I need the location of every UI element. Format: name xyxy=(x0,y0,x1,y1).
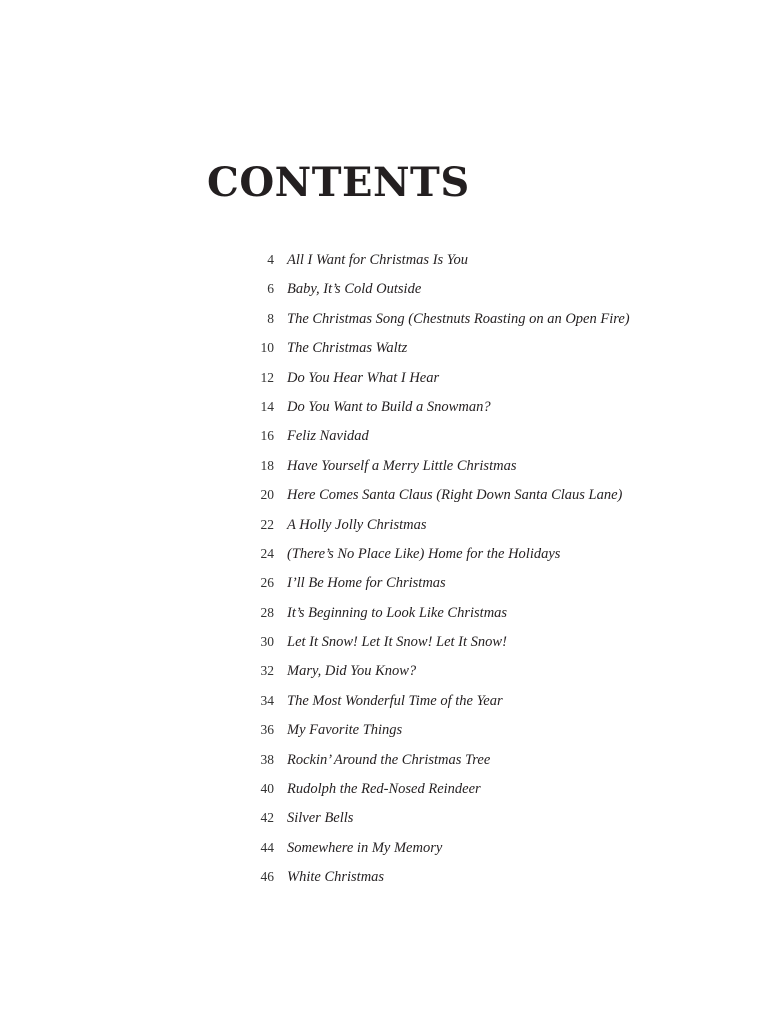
table-of-contents xyxy=(230,245,730,892)
toc-song-title: Mary, Did You Know? xyxy=(287,663,417,680)
toc-song-title: It’s Beginning to Look Like Christmas xyxy=(287,604,508,621)
toc-page-number: 32 xyxy=(260,663,274,679)
toc-page-number: 4 xyxy=(267,252,274,267)
toc-entry[interactable] xyxy=(230,480,730,509)
toc-song-title: A Holly Jolly Christmas xyxy=(287,516,427,533)
toc-page-number: 42 xyxy=(260,810,274,826)
toc-page-number: 16 xyxy=(260,428,274,444)
toc-page-number: 12 xyxy=(260,369,274,385)
toc-song-title: The Most Wonderful Time of the Year xyxy=(287,692,503,709)
page-title: CONTENTS xyxy=(207,159,470,206)
toc-page-number: 28 xyxy=(260,604,274,620)
toc-page-number: 20 xyxy=(260,487,274,503)
toc-page-number: 6 xyxy=(267,281,274,297)
toc-page-number: 44 xyxy=(260,839,274,855)
toc-entry[interactable] xyxy=(230,598,730,627)
toc-song-title: White Christmas xyxy=(287,869,385,886)
toc-song-title: Rockin’ Around the Christmas Tree xyxy=(287,751,491,768)
toc-page-number: 22 xyxy=(260,516,274,532)
toc-entry[interactable] xyxy=(230,392,730,421)
toc-song-title: Do You Hear What I Hear xyxy=(287,369,440,386)
toc-song-title: (There’s No Place Like) Home for the Holidays xyxy=(287,545,561,562)
toc-song-title: Have Yourself a Merry Little Christmas xyxy=(287,457,517,474)
toc-entry[interactable] xyxy=(230,274,730,303)
toc-entry[interactable] xyxy=(230,568,730,597)
toc-page-number: 36 xyxy=(260,722,274,738)
toc-entry[interactable] xyxy=(230,803,730,832)
toc-song-title: Somewhere in My Memory xyxy=(287,839,443,856)
toc-song-title: Silver Bells xyxy=(287,810,354,827)
toc-entry[interactable] xyxy=(230,833,730,862)
toc-entry[interactable] xyxy=(230,715,730,744)
toc-entry[interactable] xyxy=(230,686,730,715)
toc-song-title: I’ll Be Home for Christmas xyxy=(287,575,446,592)
toc-entry[interactable] xyxy=(230,304,730,333)
toc-entry[interactable] xyxy=(230,421,730,450)
toc-page-number: 26 xyxy=(260,575,274,591)
toc-entry[interactable] xyxy=(230,745,730,774)
toc-page-number: 46 xyxy=(260,869,274,885)
toc-entry[interactable] xyxy=(230,510,730,539)
toc-song-title: Rudolph the Red-Nosed Reindeer xyxy=(287,781,481,798)
toc-song-title: Do You Want to Build a Snowman? xyxy=(287,398,491,415)
toc-entry[interactable] xyxy=(230,333,730,362)
toc-entry[interactable] xyxy=(230,774,730,803)
toc-entry[interactable] xyxy=(230,656,730,685)
toc-song-title: The Christmas Waltz xyxy=(287,340,408,357)
toc-entry[interactable] xyxy=(230,627,730,656)
toc-page-number: 14 xyxy=(260,398,274,414)
toc-song-title: Let It Snow! Let It Snow! Let It Snow! xyxy=(287,634,507,651)
toc-page-number: 34 xyxy=(260,692,274,708)
toc-song-title: Here Comes Santa Claus (Right Down Santa Claus Lane) xyxy=(287,487,623,504)
toc-page-number: 40 xyxy=(260,781,274,797)
toc-page-number: 30 xyxy=(260,634,274,650)
toc-song-title: The Christmas Song (Chestnuts Roasting on an Open Fire) xyxy=(287,310,630,327)
toc-page-number: 8 xyxy=(267,310,274,326)
toc-song-title: Baby, It’s Cold Outside xyxy=(287,281,422,298)
toc-song-title: All I Want for Christmas Is You xyxy=(287,252,469,268)
toc-entry[interactable] xyxy=(230,539,730,568)
toc-song-title: My Favorite Things xyxy=(287,722,403,739)
toc-page-number: 10 xyxy=(260,340,274,356)
toc-entry[interactable] xyxy=(230,245,730,274)
toc-page-number: 38 xyxy=(260,751,274,767)
toc-page-number: 24 xyxy=(260,545,274,561)
toc-entry[interactable] xyxy=(230,451,730,480)
toc-page-number: 18 xyxy=(260,457,274,473)
toc-song-title: Feliz Navidad xyxy=(287,428,369,445)
toc-entry[interactable] xyxy=(230,862,730,891)
toc-entry[interactable] xyxy=(230,363,730,392)
